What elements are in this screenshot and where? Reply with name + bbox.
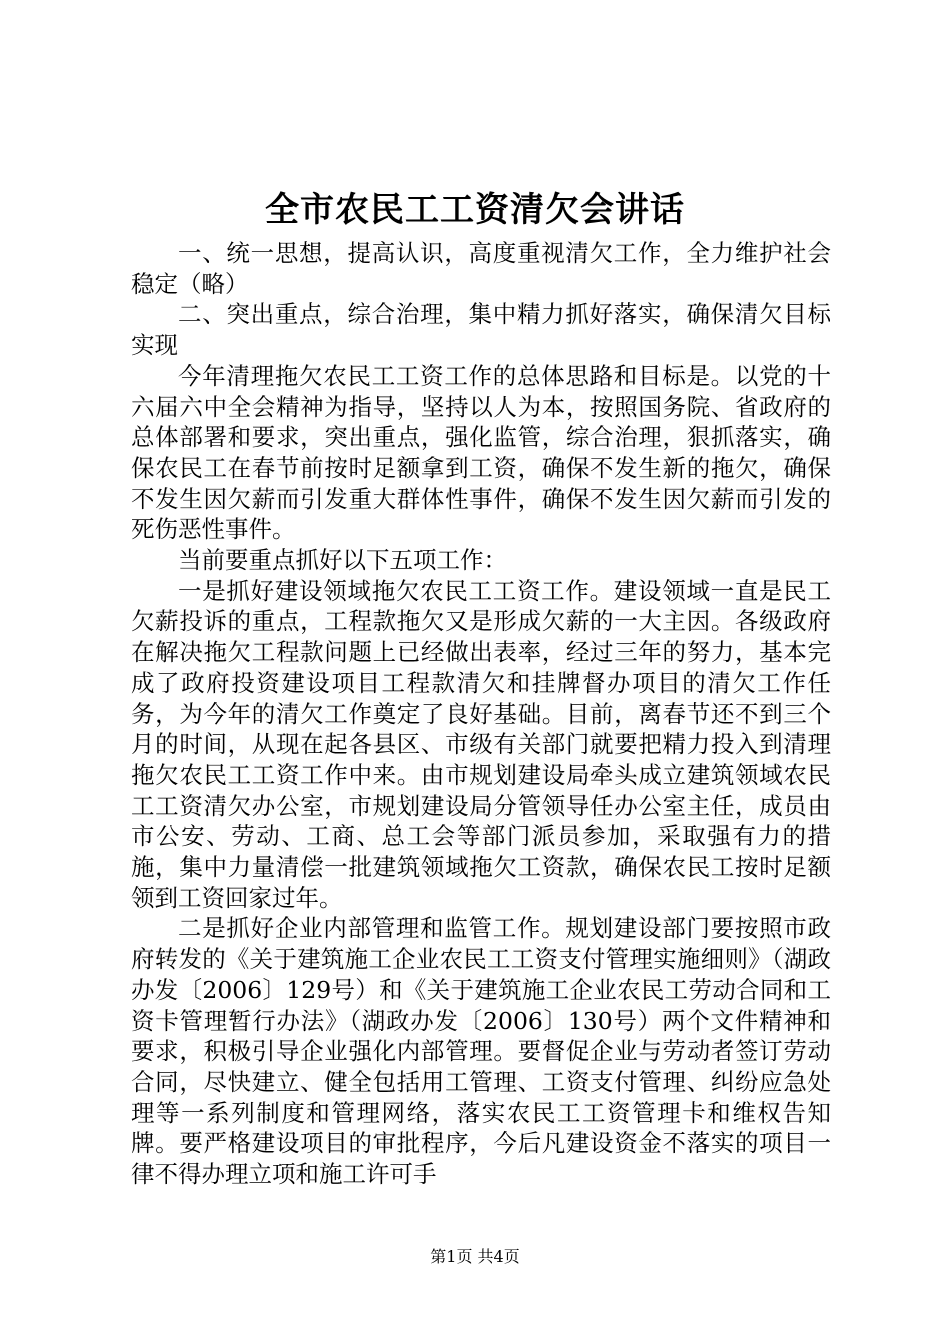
paragraph-6: 二是抓好企业内部管理和监管工作。规划建设部门要按照市政府转发的《关于建筑施工企业农民工工资支付管理实施细则》（湖政办发〔2006〕129号）和《关于建筑施工企业农民工劳动合同和工资卡管理暂行办法》（湖政办发〔2006〕130号）两个文件精神和要求，积极引导企业强化内部管理。要督促企业与劳动者签订劳动合同，尽快建立、健全包括用工管理、工资支付管理、纠纷应急处理等一系列制度和管理网络，落实农民工工资管理卡和维权告知牌。要严格建设项目的审批程序，今后凡建设资金不落实的项目一律不得办理立项和施工许可手 (131, 914, 831, 1189)
paragraph-2: 二、突出重点，综合治理，集中精力抓好落实，确保清欠目标实现 (131, 300, 831, 360)
paragraph-5: 一是抓好建设领域拖欠农民工工资工作。建设领域一直是民工欠薪投诉的重点，工程款拖欠又是形成欠薪的一大主因。各级政府在解决拖欠工程款问题上已经做出表率，经过三年的努力，基本完成了政府投资建设项目工程款清欠和挂牌督办项目的清欠工作任务，为今年的清欠工作奠定了良好基础。目前，离春节还不到三个月的时间，从现在起各县区、市级有关部门就要把精力投入到清理拖欠农民工工资工作中来。由市规划建设局牵头成立建筑领域农民工工资清欠办公室，市规划建设局分管领导任办公室主任，成员由市公安、劳动、工商、总工会等部门派员参加，采取强有力的措施，集中力量清偿一批建筑领域拖欠工资款，确保农民工按时足额领到工资回家过年。 (131, 576, 831, 912)
paragraph-3: 今年清理拖欠农民工工资工作的总体思路和目标是。以党的十六届六中全会精神为指导，坚持以人为本，按照国务院、省政府的总体部署和要求，突出重点，强化监管，综合治理，狠抓落实，确保农民工在春节前按时足额拿到工资，确保不发生新的拖欠，确保不发生因欠薪而引发重大群体性事件，确保不发生因欠薪而引发的死伤恶性事件。 (131, 361, 831, 544)
paragraph-1: 一、统一思想，提高认识，高度重视清欠工作，全力维护社会稳定（略） (131, 239, 831, 298)
document-title: 全市农民工工资清欠会讲话 (265, 190, 685, 230)
paragraph-4: 当前要重点抓好以下五项工作： (178, 546, 507, 575)
page-footer: 第1页 共4页 (430, 1247, 520, 1266)
document-body (131, 238, 831, 1190)
